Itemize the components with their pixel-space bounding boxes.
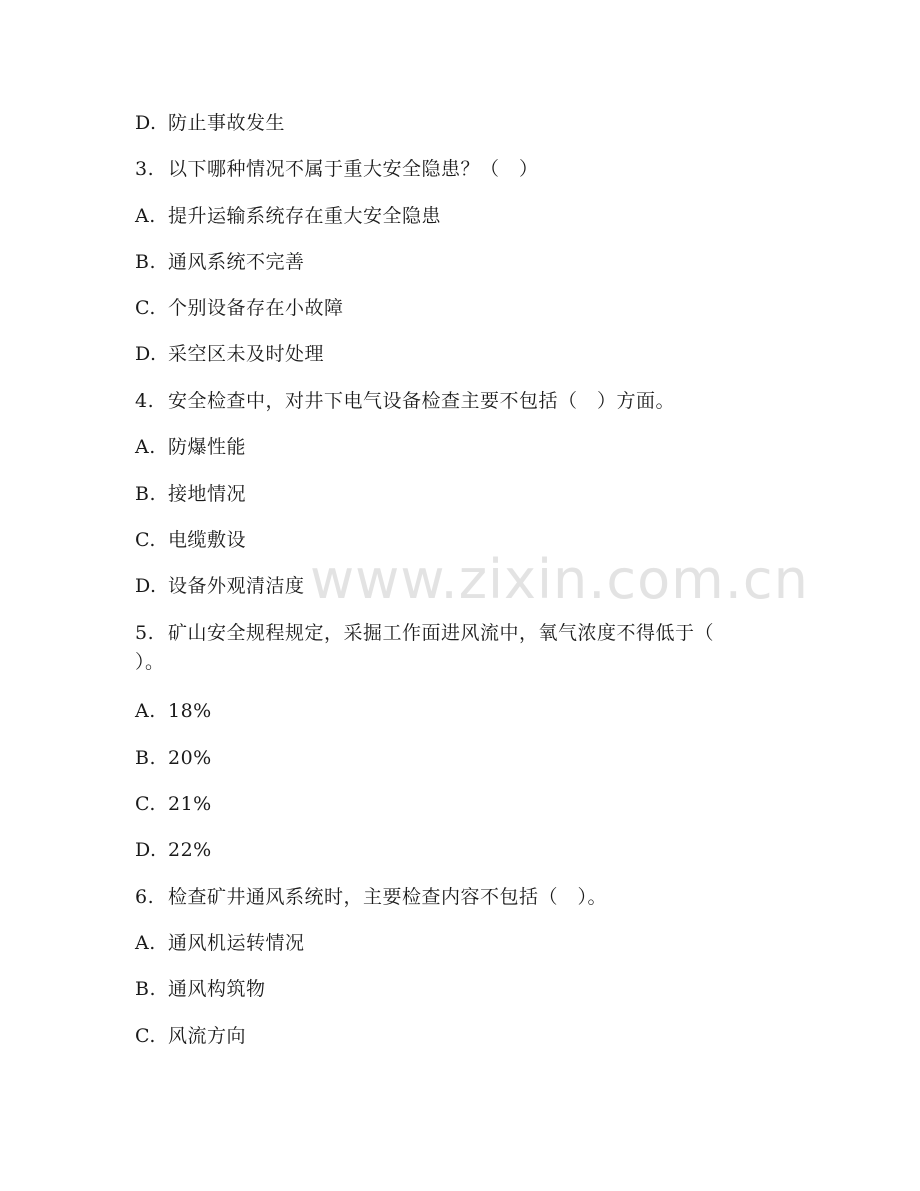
option-text: 接地情况 (168, 483, 247, 505)
option-text: 20% (168, 747, 212, 769)
option-text: 防爆性能 (168, 436, 247, 458)
question-line (135, 885, 607, 909)
option-line (135, 342, 324, 366)
option-text: 采空区未及时处理 (168, 343, 325, 365)
option-label: D. (135, 575, 157, 597)
option-line (135, 296, 344, 320)
option-label: C. (135, 793, 156, 815)
option-text: 个别设备存在小故障 (168, 297, 344, 319)
option-label: B. (135, 483, 157, 505)
option-text: 21% (168, 793, 212, 815)
option-label: B. (135, 978, 157, 1000)
option-line (135, 204, 441, 228)
option-line (135, 792, 212, 816)
option-line (135, 528, 246, 552)
question-line (135, 621, 714, 645)
option-line (135, 977, 266, 1001)
option-label: A. (135, 932, 156, 954)
option-line (135, 699, 212, 723)
option-label: A. (135, 436, 156, 458)
option-label: A. (135, 700, 156, 722)
watermark-text: www.zixin.com.cn (310, 548, 809, 611)
option-label: C. (135, 529, 156, 551)
question-number: 3. (135, 158, 155, 180)
option-label: A. (135, 205, 156, 227)
option-text: 22% (168, 839, 212, 861)
question-number: 4. (135, 390, 155, 412)
option-text: 通风系统不完善 (168, 251, 305, 273)
question-continuation (135, 650, 165, 674)
option-label: C. (135, 297, 156, 319)
option-line (135, 111, 285, 135)
option-label: D. (135, 112, 157, 134)
question-number: 6. (135, 886, 155, 908)
option-text: 通风构筑物 (168, 978, 266, 1000)
option-text: 18% (168, 700, 212, 722)
option-line (135, 250, 305, 274)
question-line (135, 157, 539, 181)
option-label: B. (135, 251, 157, 273)
option-line (135, 931, 305, 955)
question-text: 矿山安全规程规定，采掘工作面进风流中，氧气浓度不得低于（ (168, 622, 715, 644)
option-text: 电缆敷设 (168, 529, 247, 551)
question-line (135, 389, 675, 413)
option-text: 防止事故发生 (168, 112, 286, 134)
option-label: C. (135, 1025, 156, 1047)
question-text: 检查矿井通风系统时，主要检查内容不包括（ ）。 (168, 886, 608, 908)
option-line (135, 482, 246, 506)
option-label: B. (135, 747, 157, 769)
option-text: 风流方向 (168, 1025, 247, 1047)
option-line (135, 746, 212, 770)
question-text: 安全检查中，对井下电气设备检查主要不包括（ ）方面。 (168, 390, 676, 412)
option-label: D. (135, 839, 157, 861)
option-text: 通风机运转情况 (168, 932, 305, 954)
question-number: 5. (135, 622, 155, 644)
question-text: 以下哪种情况不属于重大安全隐患？（ ） (168, 158, 539, 180)
option-text: 提升运输系统存在重大安全隐患 (168, 205, 442, 227)
option-line (135, 1024, 246, 1048)
question-text: ）。 (135, 651, 165, 673)
option-text: 设备外观清洁度 (168, 575, 305, 597)
option-label: D. (135, 343, 157, 365)
option-line (135, 574, 305, 598)
option-line (135, 838, 212, 862)
option-line (135, 435, 246, 459)
